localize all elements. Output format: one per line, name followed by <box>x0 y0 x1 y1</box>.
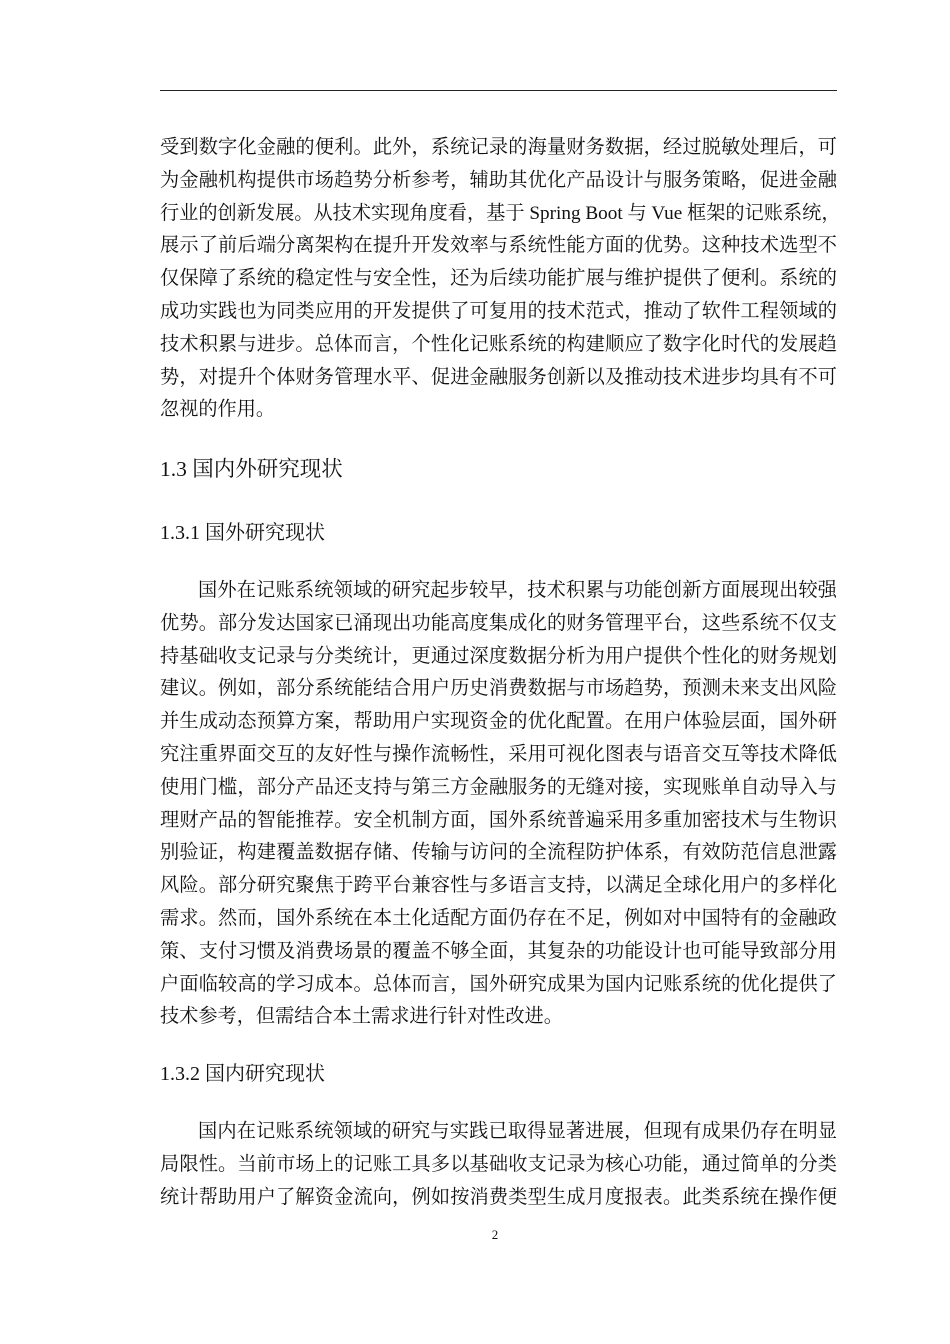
text-line: 使用门槛，部分产品还支持与第三方金融服务的无缝对接，实现账单自动导入与 <box>160 776 837 798</box>
text-line: 户面临较高的学习成本。总体而言，国外研究成果为国内记账系统的优化提供了 <box>160 973 837 995</box>
page-number: 2 <box>491 1227 499 1242</box>
section-heading-1-3-2: 1.3.2 国内研究现状 <box>160 1063 325 1085</box>
text-line: 为金融机构提供市场趋势分析参考，辅助其优化产品设计与服务策略，促进金融 <box>160 169 837 191</box>
text-line: 局限性。当前市场上的记账工具多以基础收支记录为核心功能，通过简单的分类 <box>160 1153 837 1175</box>
text-line: 技术积累与进步。总体而言，个性化记账系统的构建顺应了数字化时代的发展趋 <box>160 333 837 355</box>
paragraph-continued <box>160 132 841 427</box>
header-rule <box>160 90 837 91</box>
paragraph-domestic-research <box>160 1116 837 1214</box>
text-line: 国外在记账系统领域的研究起步较早，技术积累与功能创新方面展现出较强 <box>198 580 837 601</box>
text-line: 行业的创新发展。从技术实现角度看，基于 Spring Boot 与 Vue 框架的记账系统， <box>160 202 841 224</box>
text-line: 建议。例如，部分系统能结合用户历史消费数据与市场趋势，预测未来支出风险 <box>160 678 837 700</box>
text-line: 忽视的作用。 <box>160 399 276 421</box>
text-line: 技术参考，但需结合本土需求进行针对性改进。 <box>160 1006 563 1028</box>
text-line: 仅保障了系统的稳定性与安全性，还为后续功能扩展与维护提供了便利。系统的 <box>160 268 837 290</box>
text-line: 优势。部分发达国家已涌现出功能高度集成化的财务管理平台，这些系统不仅支 <box>160 612 837 634</box>
text-line: 风险。部分研究聚焦于跨平台兼容性与多语言支持，以满足全球化用户的多样化 <box>160 875 837 897</box>
section-heading-1-3: 1.3 国内外研究现状 <box>160 457 343 481</box>
text-line: 持基础收支记录与分类统计，更通过深度数据分析为用户提供个性化的财务规划 <box>160 645 837 667</box>
text-line: 策、支付习惯及消费场景的覆盖不够全面，其复杂的功能设计也可能导致部分用 <box>160 940 837 962</box>
text-line: 统计帮助用户了解资金流向，例如按消费类型生成月度报表。此类系统在操作便 <box>160 1186 837 1208</box>
text-line: 势，对提升个体财务管理水平、促进金融服务创新以及推动技术进步均具有不可 <box>160 366 837 388</box>
paragraph-foreign-research <box>160 575 837 1034</box>
text-line: 展示了前后端分离架构在提升开发效率与系统性能方面的优势。这种技术选型不 <box>160 235 837 257</box>
text-line: 需求。然而，国外系统在本土化适配方面仍存在不足，例如对中国特有的金融政 <box>160 907 837 929</box>
text-line: 理财产品的智能推荐。安全机制方面，国外系统普遍采用多重加密技术与生物识 <box>160 809 837 831</box>
text-line: 成功实践也为同类应用的开发提供了可复用的技术范式，推动了软件工程领域的 <box>160 300 837 322</box>
section-heading-1-3-1: 1.3.1 国外研究现状 <box>160 522 325 544</box>
text-line: 究注重界面交互的友好性与操作流畅性，采用可视化图表与语音交互等技术降低 <box>160 743 837 765</box>
text-line: 并生成动态预算方案，帮助用户实现资金的优化配置。在用户体验层面，国外研 <box>160 711 837 733</box>
text-line: 国内在记账系统领域的研究与实践已取得显著进展，但现有成果仍存在明显 <box>198 1121 837 1142</box>
text-line: 受到数字化金融的便利。此外，系统记录的海量财务数据，经过脱敏处理后，可 <box>160 137 837 158</box>
text-line: 别验证，构建覆盖数据存储、传输与访问的全流程防护体系，有效防范信息泄露 <box>160 842 837 864</box>
